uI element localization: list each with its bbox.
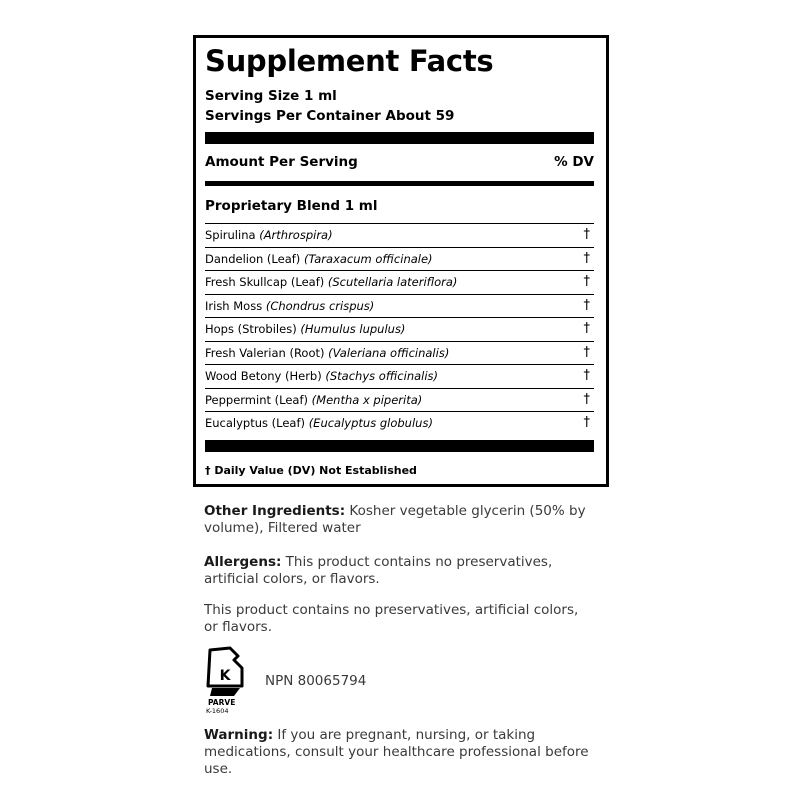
ingredient-latin-name: (Taraxacum officinale) (303, 251, 433, 266)
servings-per-container: Servings Per Container About 59 (205, 108, 455, 124)
thick-divider-bottom (205, 440, 594, 452)
amount-per-serving-header: Amount Per Serving (205, 154, 358, 170)
ingredient-dv: † (583, 391, 590, 407)
ingredient-list (205, 223, 594, 435)
ingredient-name: Dandelion (Leaf) (205, 251, 301, 266)
ingredient-latin-name: (Chondrus crispus) (265, 298, 375, 313)
ingredient-name: Spirulina (205, 228, 256, 242)
ingredient-latin-name: (Humulus lupulus) (300, 322, 406, 336)
other-ingredients-label: Other Ingredients: (204, 503, 346, 519)
ingredient-row (205, 270, 594, 294)
warning (204, 727, 594, 778)
allergens-label: Allergens: (204, 554, 282, 570)
other-ingredients (204, 503, 594, 537)
ingredient-name: Fresh Skullcap (Leaf) (205, 275, 325, 289)
warning-label: Warning: (204, 727, 274, 743)
ingredient-name: Wood Betony (Herb) (205, 369, 322, 383)
warning-text: If you are pregnant, nursing, or taking medications, consult your healthcare professional before use. (204, 727, 589, 777)
ingredient-latin-name: (Valeriana officinalis) (328, 345, 450, 360)
ingredient-row (205, 341, 594, 365)
ingredient-dv: † (583, 321, 590, 336)
allergens (204, 554, 594, 588)
blend-name: Proprietary Blend 1 ml (205, 198, 378, 214)
panel-title: Supplement Facts (205, 44, 494, 78)
ingredient-row (205, 294, 594, 318)
supplement-facts-panel (193, 35, 609, 487)
kosher-code: K-1604 (206, 707, 229, 714)
ingredient-name: Eucalyptus (Leaf) (205, 416, 306, 430)
ingredient-name: Hops (Strobiles) (205, 322, 297, 336)
ingredient-dv: † (583, 227, 590, 242)
allergens-text: This product contains no preservatives, artificial colors, or flavors. (204, 554, 553, 587)
ingredient-dv: † (583, 344, 590, 360)
thick-divider (205, 132, 594, 144)
ingredient-row (205, 247, 594, 271)
notice-text: This product contains no preservatives, artificial colors, or flavors. (204, 602, 579, 635)
ingredient-row (205, 364, 594, 388)
ingredient-latin-name: (Eucalyptus globulus) (308, 416, 433, 430)
npn-number: NPN 80065794 (265, 673, 367, 689)
kosher-parve-text: PARVE (208, 698, 236, 707)
ingredient-row (205, 388, 594, 412)
medium-divider (205, 181, 594, 186)
ingredient-latin-name: (Stachys officinalis) (325, 369, 439, 383)
ingredient-row (205, 223, 594, 247)
ingredient-latin-name: (Mentha x piperita) (311, 392, 423, 407)
ingredient-row (205, 411, 594, 435)
ingredient-dv: † (583, 250, 590, 266)
kosher-parve-icon (204, 646, 250, 714)
ingredient-name: Fresh Valerian (Root) (205, 345, 325, 360)
other-ingredients-text: Kosher vegetable glycerin (50% by volume), Filtered water (204, 503, 586, 536)
ingredient-latin-name: (Arthrospira) (259, 228, 333, 242)
dv-footnote: † Daily Value (DV) Not Established (205, 464, 417, 477)
ingredient-row (205, 317, 594, 341)
ingredient-dv: † (583, 368, 590, 383)
ingredient-name: Peppermint (Leaf) (205, 392, 309, 407)
ingredient-dv: † (583, 297, 590, 313)
ingredient-dv: † (583, 415, 590, 430)
kosher-letter: K (219, 668, 231, 684)
ingredient-dv: † (583, 274, 590, 289)
serving-size: Serving Size 1 ml (205, 88, 337, 104)
dv-header: % DV (554, 154, 594, 170)
ingredient-name: Irish Moss (205, 298, 263, 313)
ingredient-latin-name: (Scutellaria lateriflora) (327, 275, 458, 289)
